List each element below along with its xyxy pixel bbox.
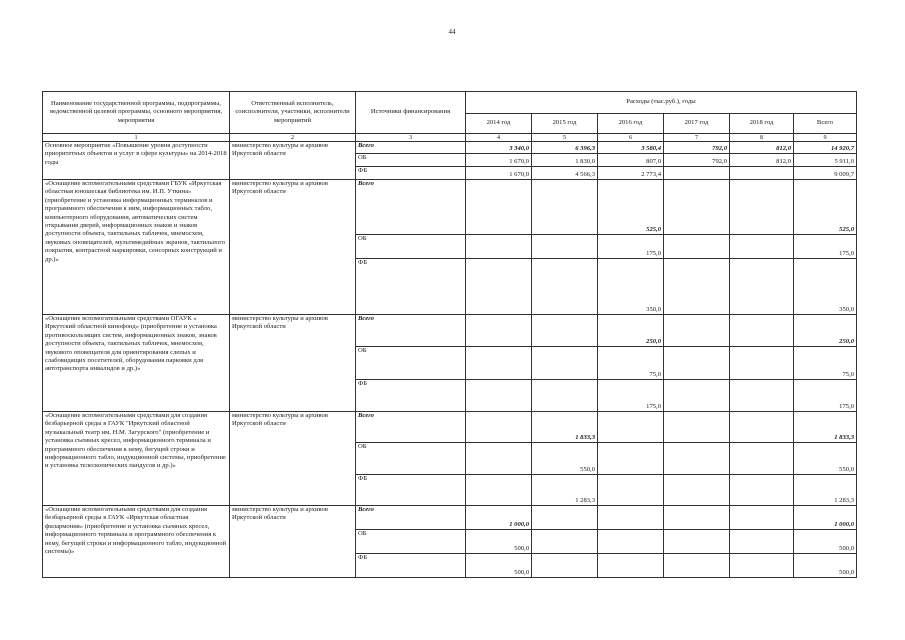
- expense-value: [730, 530, 794, 554]
- expense-value: [664, 412, 730, 443]
- expense-value: [730, 380, 794, 412]
- expense-value: [532, 554, 598, 578]
- executor: министерство культуры и архивов Иркутской области: [230, 142, 356, 180]
- column-number: 3: [356, 134, 466, 142]
- header-year: 2018 год: [730, 114, 794, 134]
- expense-value: [664, 475, 730, 506]
- expense-value: [532, 347, 598, 380]
- activity-name: Основное мероприятие «Повышение уровня доступности приоритетных объектов и услуг в сфере культуры» на 2014-2018 годы: [43, 142, 230, 180]
- column-number: 9: [794, 134, 857, 142]
- column-number: 4: [466, 134, 532, 142]
- expense-value: [730, 167, 794, 180]
- table-row: [43, 412, 857, 443]
- page-number: 44: [448, 28, 456, 36]
- funding-source: ОБ: [356, 347, 466, 380]
- expense-value: 500,0: [466, 554, 532, 578]
- expense-value: 1 670,0: [466, 154, 532, 167]
- funding-source: ОБ: [356, 154, 466, 167]
- expense-value: [598, 506, 664, 530]
- expense-value: 792,0: [664, 142, 730, 154]
- activity-name: «Оснащение вспомогательными средствами для создания безбарьерной среды в ГАУК «Иркутская областная филармония» (приобретение и установка съемных кресел, информационного терминала и программного обеспечения к нему, бегущей строки и информационного табло, индукционной системы)»: [43, 506, 230, 578]
- expense-value: 1 283,3: [532, 475, 598, 506]
- expense-value: [664, 167, 730, 180]
- expense-value: 812,0: [730, 154, 794, 167]
- executor: министерство культуры и архивов Иркутской области: [230, 506, 356, 578]
- expense-value: [664, 380, 730, 412]
- expense-value: [598, 530, 664, 554]
- funding-source: Всего: [356, 142, 466, 154]
- expense-value: 2 773,4: [598, 167, 664, 180]
- expense-value: 250,0: [598, 315, 664, 347]
- header-source: Источники финансирования: [356, 92, 466, 134]
- expense-value: [466, 475, 532, 506]
- column-number: 7: [664, 134, 730, 142]
- expense-value: 500,0: [794, 530, 857, 554]
- table-row: [43, 506, 857, 530]
- expense-value: [730, 554, 794, 578]
- funding-source: Всего: [356, 180, 466, 235]
- executor: министерство культуры и архивов Иркутской области: [230, 315, 356, 412]
- header-year: Всего: [794, 114, 857, 134]
- expense-value: [598, 443, 664, 475]
- expense-value: [466, 235, 532, 259]
- column-number: 5: [532, 134, 598, 142]
- expense-value: 1 670,0: [466, 167, 532, 180]
- funding-source: ФБ: [356, 259, 466, 315]
- header-executor: Ответственный исполнитель, соисполнители, участники, исполнители мероприятий: [230, 92, 356, 134]
- expense-value: 350,0: [598, 259, 664, 315]
- expense-value: 500,0: [466, 530, 532, 554]
- executor: министерство культуры и архивов Иркутской области: [230, 412, 356, 506]
- expense-value: 1 830,0: [532, 154, 598, 167]
- expense-value: [598, 475, 664, 506]
- expense-value: 3 580,4: [598, 142, 664, 154]
- expense-value: [730, 235, 794, 259]
- expense-value: 75,0: [794, 347, 857, 380]
- expense-value: [598, 554, 664, 578]
- expense-value: 175,0: [794, 235, 857, 259]
- column-number: 2: [230, 134, 356, 142]
- expense-value: [730, 347, 794, 380]
- expense-value: [730, 180, 794, 235]
- funding-source: ОБ: [356, 235, 466, 259]
- expense-value: [664, 443, 730, 475]
- funding-source: ФБ: [356, 475, 466, 506]
- header-year: 2017 год: [664, 114, 730, 134]
- expense-value: 250,0: [794, 315, 857, 347]
- funding-source: ОБ: [356, 443, 466, 475]
- header-year: 2015 год: [532, 114, 598, 134]
- table-header: [43, 92, 857, 142]
- expense-value: [466, 380, 532, 412]
- expense-value: [730, 259, 794, 315]
- expense-value: [466, 315, 532, 347]
- expense-value: 14 920,7: [794, 142, 857, 154]
- funding-source: ОБ: [356, 530, 466, 554]
- expense-value: [664, 347, 730, 380]
- funding-source: ФБ: [356, 167, 466, 180]
- expense-value: 812,0: [730, 142, 794, 154]
- expense-value: 550,0: [532, 443, 598, 475]
- column-number: 8: [730, 134, 794, 142]
- expense-value: [532, 235, 598, 259]
- expense-value: [532, 180, 598, 235]
- header-year: 2014 год: [466, 114, 532, 134]
- budget-table: [42, 91, 857, 578]
- expense-value: 175,0: [598, 380, 664, 412]
- expense-value: [532, 315, 598, 347]
- expense-value: 525,0: [598, 180, 664, 235]
- expense-value: [730, 412, 794, 443]
- expense-value: 175,0: [598, 235, 664, 259]
- header-year: 2016 год: [598, 114, 664, 134]
- expense-value: 75,0: [598, 347, 664, 380]
- expense-value: [466, 347, 532, 380]
- expense-value: [730, 475, 794, 506]
- expense-value: [664, 180, 730, 235]
- activity-name: «Оснащение вспомогательными средствами ОГАУК « Иркутский областной кинофонд» (приобретение и установка противоскользящих систем, информационных знаков, знаков доступности объекта, тактильных табличек, мнемосхем, звукового оповещателя для ориентирования слепых и слабовидящих посетителей, оборудования парковки для автотранспорта инвалидов и др.)»: [43, 315, 230, 412]
- expense-value: 350,0: [794, 259, 857, 315]
- expense-value: [730, 315, 794, 347]
- activity-name: «Оснащение вспомогательными средствами для создания безбарьерной среды в ГАУК "Иркутский областной музыкальный театр им. Н.М. Загурского" (приобретение и установка съемных кресел, информационного терминала и программного обеспечения к нему, бегущей строки и информационного табло, индукционной системы, приобретение и установка телескопических пандусов и др.)»: [43, 412, 230, 506]
- header-name: Наименование государственной программы, подпрограммы, ведомственной целевой программы, основного мероприятия, мероприятия: [43, 92, 230, 134]
- expense-value: [664, 315, 730, 347]
- expense-value: [598, 412, 664, 443]
- expense-value: [664, 506, 730, 530]
- expense-value: [532, 530, 598, 554]
- table-row: [43, 180, 857, 235]
- expense-value: 1 283,3: [794, 475, 857, 506]
- expense-value: [730, 443, 794, 475]
- expense-value: [664, 554, 730, 578]
- expense-value: 1 833,3: [794, 412, 857, 443]
- table-row: [43, 142, 857, 154]
- expense-value: 6 396,3: [532, 142, 598, 154]
- funding-source: Всего: [356, 315, 466, 347]
- expense-value: 807,0: [598, 154, 664, 167]
- funding-source: ФБ: [356, 554, 466, 578]
- expense-value: 4 566,3: [532, 167, 598, 180]
- expense-value: [466, 412, 532, 443]
- expense-value: [532, 506, 598, 530]
- funding-source: ФБ: [356, 380, 466, 412]
- expense-value: [466, 180, 532, 235]
- expense-value: 175,0: [794, 380, 857, 412]
- expense-value: [664, 235, 730, 259]
- expense-value: 9 009,7: [794, 167, 857, 180]
- expense-value: [532, 259, 598, 315]
- expense-value: 3 340,0: [466, 142, 532, 154]
- expense-value: [664, 259, 730, 315]
- expense-value: [532, 380, 598, 412]
- expense-value: 5 911,0: [794, 154, 857, 167]
- column-number: 1: [43, 134, 230, 142]
- expense-value: 550,0: [794, 443, 857, 475]
- column-number: 6: [598, 134, 664, 142]
- expense-value: [730, 506, 794, 530]
- funding-source: Всего: [356, 412, 466, 443]
- funding-source: Всего: [356, 506, 466, 530]
- header-expenses: Расходы (тыс.руб.), годы: [466, 92, 857, 114]
- activity-name: «Оснащение вспомогательными средствами ГБУК «Иркутская областная юношеская библиотека им. И.П. Уткина» (приобретение и установка информационных терминалов и программного обеспечения к ним, информационных табло, компьютерного оборудования, автоматических систем открывания дверей, информационных знаков и знаков доступности объекта, тактильных табличек, мнемосхем, звуковых оповещателей, мультимедийных экранов, тактильного покрытия, контрастной маркировки, сенсорных конструкций и др.)»: [43, 180, 230, 315]
- expense-value: 525,0: [794, 180, 857, 235]
- expense-value: 1 000,0: [466, 506, 532, 530]
- expense-value: 1 833,3: [532, 412, 598, 443]
- expense-value: [664, 530, 730, 554]
- expense-value: 792,0: [664, 154, 730, 167]
- expense-value: [466, 443, 532, 475]
- expense-value: [466, 259, 532, 315]
- executor: министерство культуры и архивов Иркутской области: [230, 180, 356, 315]
- table-row: [43, 315, 857, 347]
- expense-value: 500,0: [794, 554, 857, 578]
- expense-value: 1 000,0: [794, 506, 857, 530]
